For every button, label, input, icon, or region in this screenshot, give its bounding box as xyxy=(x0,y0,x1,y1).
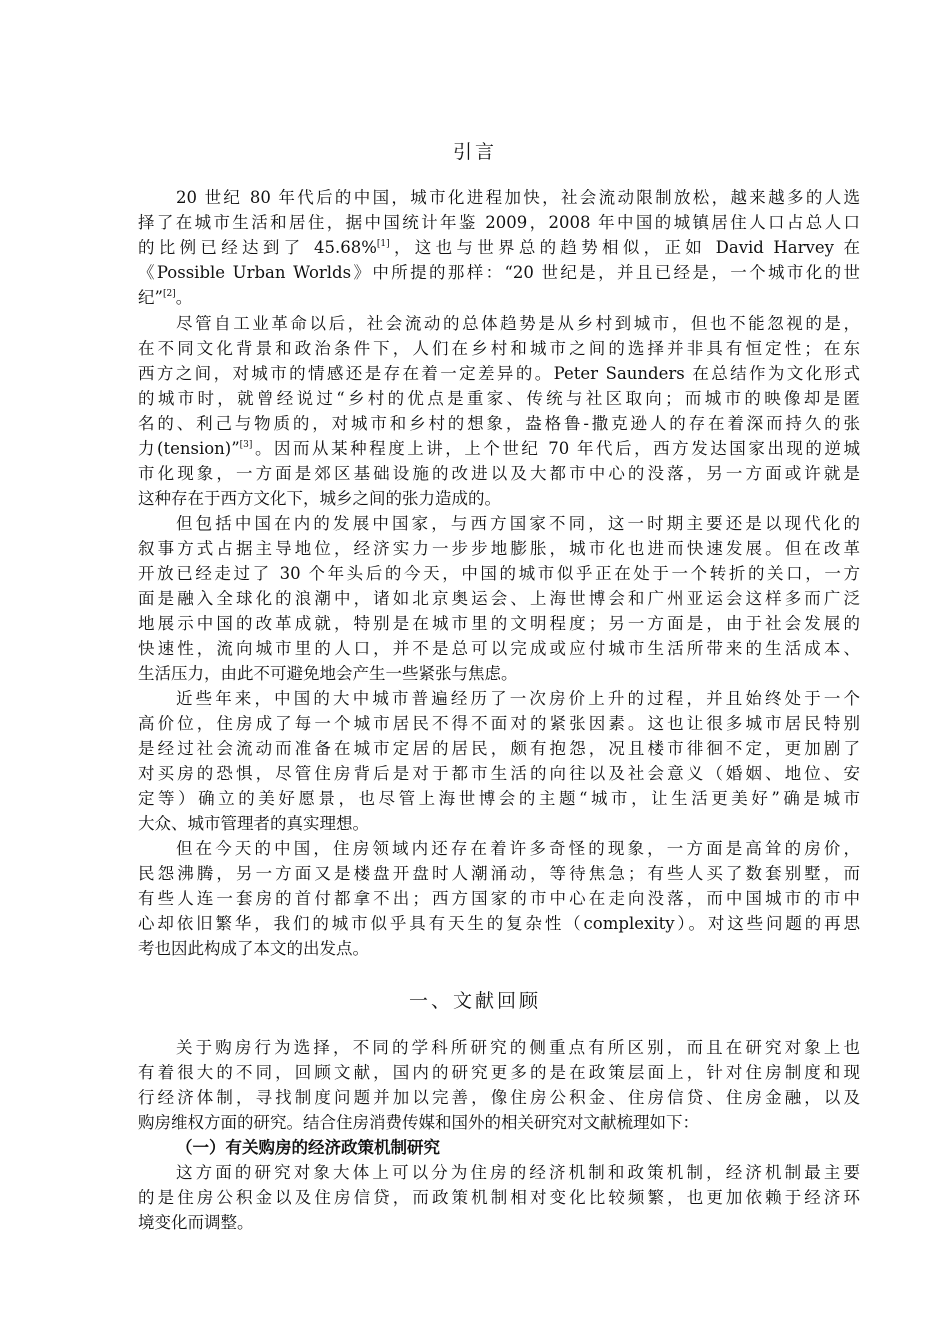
paragraph-1-text: 的比例已经达到了 45.68% xyxy=(138,238,377,257)
paragraph-2-line-3: 西方之间，对城市的情感还是存在着一定差异的。Peter Saunders 在总结作为文化形式 xyxy=(138,364,860,383)
paragraph-6-line-4: 购房维权方面的研究。结合住房消费传媒和国外的相关研究对文献梳理如下： xyxy=(138,1113,699,1132)
paragraph-4-line-2: 高价位，住房成了每一个城市居民不得不面对的紧张因素。这也让很多城市居民特别 xyxy=(138,714,860,733)
paragraph-3-line-7: 生活压力，由此不可避免地会产生一些紧张与焦虑。 xyxy=(138,664,518,683)
paragraph-7-line-3: 境变化而调整。 xyxy=(138,1213,254,1232)
paragraph-2-line-1: 尽管自工业革命以后，社会流动的总体趋势是从乡村到城市，但也不能忽视的是， xyxy=(176,314,860,333)
paragraph-7-line-2: 的是住房公积金以及住房信贷，而政策机制相对变化比较频繁，也更加依赖于经济环 xyxy=(138,1188,860,1207)
paragraph-6-line-3: 行经济体制，寻找制度问题并加以完善，像住房公积金、住房信贷、住房金融，以及 xyxy=(138,1088,860,1107)
paragraph-7-line-1: 这方面的研究对象大体上可以分为住房的经济机制和政策机制，经济机制最主要 xyxy=(176,1163,860,1182)
paragraph-1-line-1: 20 世纪 80 年代后的中国，城市化进程加快，社会流动限制放松，越来越多的人选 xyxy=(176,188,860,207)
paragraph-5-line-4: 心却依旧繁华，我们的城市似乎具有天生的复杂性（complexity）。对这些问题的再思 xyxy=(138,914,860,933)
subsection-heading: （一）有关购房的经济政策机制研究 xyxy=(176,1138,440,1157)
paragraph-5-line-5: 考也因此构成了本文的出发点。 xyxy=(138,939,369,958)
literature-review-heading: 一、文献回顾 xyxy=(408,990,541,1012)
paragraph-6-line-2: 有着很大的不同，回顾文献，国内的研究更多的是在政策层面上，针对住房制度和现 xyxy=(138,1063,860,1082)
paragraph-5-line-3: 有些人连一套房的首付都拿不出；西方国家的市中心在走向没落，而中国城市的市中 xyxy=(138,889,860,908)
paragraph-1-text: 纪” xyxy=(138,288,163,307)
citation-2[interactable]: [2] xyxy=(162,289,176,299)
paragraph-1-text: ，这也与世界总的趋势相似，正如 David Harvey 在 xyxy=(389,238,860,257)
paragraph-2-line-4: 的城市时，就曾经说过“乡村的优点是重家、传统与社区取向；而城市的映像却是匿 xyxy=(138,389,860,408)
paragraph-3-line-2: 叙事方式占据主导地位，经济实力一步步地膨胀，城市化也进而快速发展。但在改革 xyxy=(138,539,860,558)
paragraph-2-line-6 xyxy=(138,436,860,461)
paragraph-3-line-6: 快速性，流向城市里的人口，并不是总可以完成或应付城市生活所带来的生活成本、 xyxy=(138,639,860,658)
paragraph-2-line-2: 在不同文化背景和政治条件下，人们在乡村和城市之间的选择并非具有恒定性；在东 xyxy=(138,339,860,358)
paragraph-4-line-1: 近些年来，中国的大中城市普遍经历了一次房价上升的过程，并且始终处于一个 xyxy=(176,689,860,708)
paragraph-1-line-3 xyxy=(138,235,860,260)
paragraph-5-line-1: 但在今天的中国，住房领域内还存在着许多奇怪的现象，一方面是高耸的房价， xyxy=(176,839,860,858)
paragraph-1-text: 。 xyxy=(175,288,193,307)
paragraph-2-text: 。因而从某种程度上讲，上个世纪 70 年代后，西方发达国家出现的逆城 xyxy=(252,439,860,458)
paragraph-3-line-4: 面是融入全球化的浪潮中，诸如北京奥运会、上海世博会和广州亚运会这样多而广泛 xyxy=(138,589,860,608)
paragraph-2-text: 力(tension)” xyxy=(138,439,240,458)
introduction-heading: 引言 xyxy=(452,141,497,163)
citation-1[interactable]: [1] xyxy=(376,239,390,249)
paragraph-1-line-4: 《Possible Urban Worlds》中所提的那样：“20 世纪是，并且已经是，一个城市化的世 xyxy=(138,263,860,282)
paragraph-6-line-1: 关于购房行为选择，不同的学科所研究的侧重点有所区别，而且在研究对象上也 xyxy=(176,1038,860,1057)
paragraph-1-line-2: 择了在城市生活和居住，据中国统计年鉴 2009，2008 年中国的城镇居住人口占总人口 xyxy=(138,213,860,232)
paragraph-2-line-8: 这种存在于西方文化下，城乡之间的张力造成的。 xyxy=(138,489,501,508)
paragraph-1-line-5 xyxy=(138,285,860,310)
paragraph-3-line-5: 地展示中国的改革成就，特别是在城市里的文明程度；另一方面是，由于社会发展的 xyxy=(138,614,860,633)
citation-3[interactable]: [3] xyxy=(239,440,253,450)
paragraph-4-line-5: 定等）确立的美好愿景，也尽管上海世博会的主题“城市，让生活更美好”确是城市 xyxy=(138,789,860,808)
paragraph-3-line-1: 但包括中国在内的发展中国家，与西方国家不同，这一时期主要还是以现代化的 xyxy=(176,514,860,533)
paragraph-4-line-6: 大众、城市管理者的真实理想。 xyxy=(138,814,369,833)
paragraph-5-line-2: 民怨沸腾，另一方面又是楼盘开盘时人潮涌动，等待焦急；有些人买了数套别墅，而 xyxy=(138,864,860,883)
paragraph-2-line-7: 市化现象，一方面是郊区基础设施的改进以及大都市中心的没落，另一方面或许就是 xyxy=(138,464,860,483)
paragraph-4-line-3: 是经过社会流动而准备在城市定居的居民，颇有抱怨，况且楼市徘徊不定，更加剧了 xyxy=(138,739,860,758)
paragraph-4-line-4: 对买房的恐惧，尽管住房背后是对于都市生活的向往以及社会意义（婚姻、地位、安 xyxy=(138,764,860,783)
paragraph-2-line-5: 名的、利己与物质的，对城市和乡村的想象，盎格鲁-撒克逊人的存在着深而持久的张 xyxy=(138,414,860,433)
paragraph-3-line-3: 开放已经走过了 30 个年头后的今天，中国的城市似乎正在处于一个转折的关口，一方 xyxy=(138,564,860,583)
